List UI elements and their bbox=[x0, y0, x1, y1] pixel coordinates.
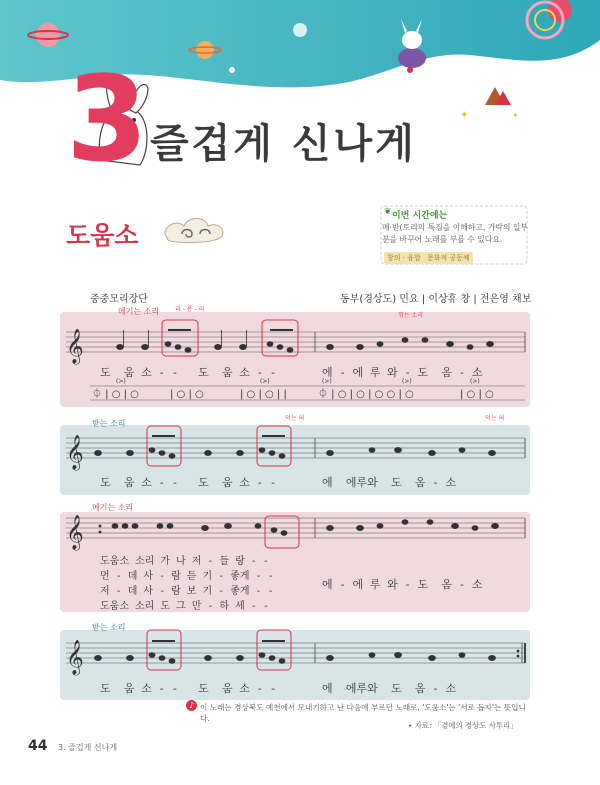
source-note: • 자료: 「곁에의 경상도 사투리」 bbox=[408, 721, 518, 730]
part-label-response-2: 받는 소리 bbox=[92, 623, 126, 632]
svg-text:✦: ✦ bbox=[512, 111, 519, 120]
svg-text:⏀ | ○ | ○ | ○ ○ | ○: ⏀ | ○ | ○ | ○ ○ | ○ bbox=[318, 389, 414, 400]
treble-clef-icon: 𝄞 bbox=[66, 640, 84, 675]
ornament-label-1: 리 - 롱 - 리 bbox=[175, 306, 205, 313]
rhythm-genre: 중중모리장단 bbox=[90, 294, 148, 305]
part-label-call-1: 메기는 소리 bbox=[118, 307, 160, 316]
drum-accent-5: (>) bbox=[470, 378, 480, 385]
drum-annotation-2: 덕는 혀 bbox=[485, 415, 505, 422]
lyric-verse-right: 에 - 에 루 와 - 도 옴 - 소 bbox=[322, 578, 483, 591]
svg-text:⏀ | ○ | ○: ⏀ | ○ | ○ bbox=[92, 389, 139, 400]
info-body: 메·받(토리의 특징을 이해하고, 가락의 일부분을 바꾸어 노래를 부를 수 있다요. bbox=[382, 223, 528, 244]
page-section: 3. 즐겁게 신나게 bbox=[58, 743, 118, 752]
lyric-verse-2: 먼 - 데 사 - 람 듣 기 - 좋게 - - bbox=[100, 571, 274, 582]
lyric-line2-right: 에 에루와 도 옴 - 소 bbox=[322, 476, 456, 489]
info-heading: 이번 시간에는 bbox=[392, 211, 448, 221]
treble-clef-icon: 𝄞 bbox=[66, 329, 84, 364]
lyric-verse-1: 도움소 소리 가 나 저 - 들 랑 - - bbox=[100, 556, 269, 567]
lyric-line2-left: 도 움 소 - - 도 움 소 - - bbox=[100, 476, 277, 489]
drum-annotation-1: 덕는 혀 bbox=[285, 415, 305, 422]
svg-text:| ○ | ○ | |: | ○ | ○ | | bbox=[240, 389, 287, 400]
page-number: 44 bbox=[28, 738, 48, 754]
leaf-icon: ❦ bbox=[384, 207, 392, 217]
chapter-number: 3 bbox=[66, 50, 149, 188]
lyric-line4-left: 도 움 소 - - 도 움 소 - - bbox=[100, 682, 277, 695]
svg-text:| ○ | ○: | ○ | ○ bbox=[460, 389, 494, 400]
drum-accent-1: (>) bbox=[116, 378, 126, 385]
tag-community: 문화적 공동체 bbox=[424, 252, 473, 264]
tag-creativity: 창의 · 융합 bbox=[384, 252, 424, 264]
cloud-decoration-icon bbox=[160, 212, 230, 248]
lyric-verse-3: 저 - 데 사 - 람 보 기 - 좋게 - - bbox=[100, 586, 274, 597]
lyric-line4-right: 에 에루와 도 옴 - 소 bbox=[322, 682, 456, 695]
part-label-call-2: 메기는 소리 bbox=[92, 503, 134, 512]
treble-clef-icon: 𝄞 bbox=[66, 515, 84, 550]
drum-accent-2: (>) bbox=[260, 378, 270, 385]
chapter-title: 즐겁게 신나게 bbox=[150, 121, 417, 167]
music-score bbox=[0, 300, 600, 700]
lyric-line1-left: 도 움 소 - - 도 움 소 - - bbox=[100, 366, 277, 379]
svg-text:| ○ | ○: | ○ | ○ bbox=[170, 389, 204, 400]
song-title: 도움소 bbox=[66, 221, 139, 250]
lyric-line1-right: 에 - 에 루 와 - 도 옴 - 소 bbox=[322, 366, 483, 379]
song-credits: 동부(경상도) 민요 | 이상휴 창 | 전은영 채보 bbox=[340, 294, 532, 305]
ornament-label-2: 꺾는 소리 bbox=[398, 312, 424, 319]
part-label-response-1: 받는 소리 bbox=[92, 419, 126, 428]
lyric-verse-4: 도움소 소리 도 그 만 - 하 세 - - bbox=[100, 601, 269, 612]
footnote: 이 노래는 경상북도 예천에서 모내기하고 난 다음에 부르던 노래로, '도움소'는 '서로 돕자'는 뜻입니다. bbox=[200, 703, 526, 723]
music-note-icon: ♪ bbox=[186, 700, 197, 711]
drum-accent-4: (>) bbox=[402, 378, 412, 385]
drum-accent-3: (>) bbox=[322, 378, 332, 385]
treble-clef-icon: 𝄞 bbox=[66, 435, 84, 470]
svg-text:✦: ✦ bbox=[460, 110, 469, 121]
